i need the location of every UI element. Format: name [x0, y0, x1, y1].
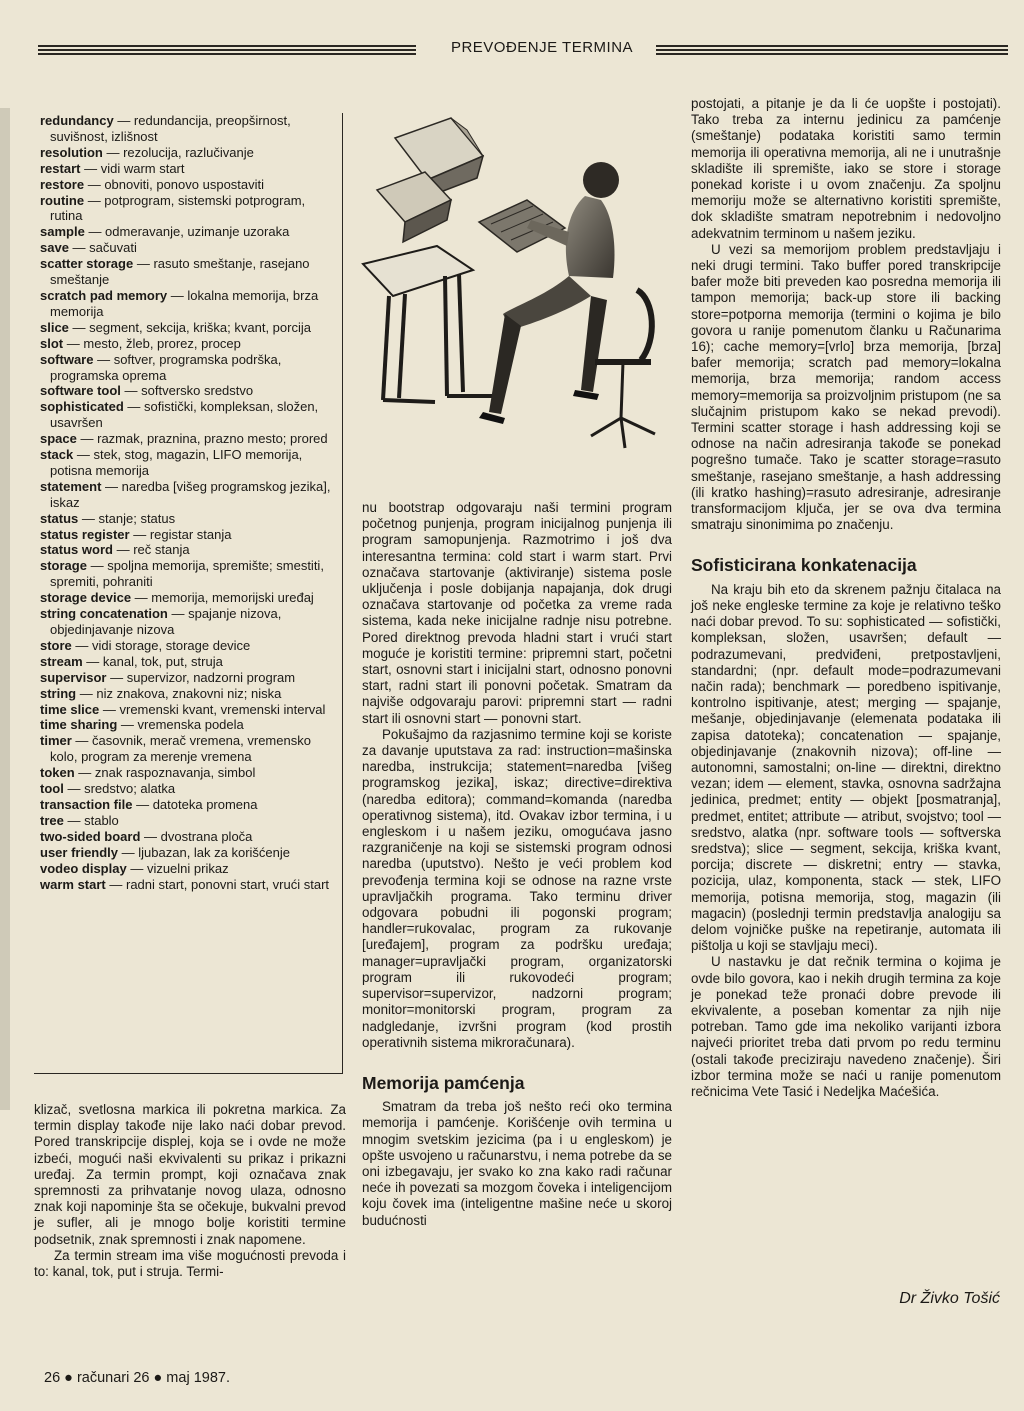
glossary-term: storage device	[40, 590, 132, 606]
glossary-definition: — rasuto smeštanje, rasejano smeštanje	[50, 256, 310, 288]
glossary-term: tool	[40, 781, 64, 797]
glossary-term: two-sided board	[40, 828, 141, 844]
glossary-term: slice	[40, 319, 69, 335]
glossary-definition: — softver, programska podrška, programska oprema	[50, 351, 282, 383]
glossary-term: status register	[40, 526, 130, 542]
sofist-paragraph: Na kraju bih eto da skrenem pažnju čitalaca na još neke engleske termine za koje je relativno teško naći dobar prevod. To su: sophisticated — sofistički, kompleksan, složen, usavršen; default — podrazumevani, predviđeni, pretpostavljeni, standardni; (npr. default mode=podrazumevani način rada); benchmark — poredbeno ispitivanje, kontrolno ispitivanje, atest; merging — spajanje, mešanje, objedinjavanje (elemenata podataka ili zapisa datoteka); concatenation — spajanje, objedinjavanje (znakovnih nizova); off-line — autonomni, samostalni; on-line — direktni, direktno vezan; idem — element, stavka, osnovna sadržajna jedinica, predmet; entity — objekt [posmatranja], predmet, entitet; attribute — atribut, svojstvo; tool — sredstvo, alatka (npr. software tools — softverska sredstva); slice — segment, sekcija, kriška kvant, porcija; discrete — diskretni; entry — stavka, pozicija, ulaz, komponenta, stack — stek, LIFO memorija, potisna memorija, stog, magazin (ili magacin) (poslednji termin predstavlja analogiju sa delom vojničke puške na repetiranje, automata ili pištolja u koji se stavljaju meci).	[691, 581, 1001, 954]
glossary-definition: — rezolucija, razlučivanje	[106, 144, 254, 160]
glossary-entry	[40, 399, 332, 431]
glossary-definition: — niz znakova, znakovni niz; niska	[79, 685, 282, 701]
glossary-term: routine	[40, 192, 85, 208]
glossary-definition: — razmak, praznina, prazno mesto; prored	[80, 431, 328, 447]
glossary-entry	[40, 590, 332, 606]
glossary-entry	[40, 829, 332, 845]
glossary-entry	[40, 670, 332, 686]
glossary-term: stack	[40, 447, 74, 463]
glossary-entry	[40, 288, 332, 320]
glossary-definition: — mesto, žleb, prorez, procep	[66, 335, 241, 351]
memorija-paragraph: Smatram da treba još nešto reći oko termina memorija i pamćenje. Korišćenje ovih termina u mnogim svetskim jezicima (pa i u engleskom) je opšte usvojeno u računarstvu, i nema potrebe da se oni izbegavaju, jer svako ko zna kako radi računar neće ih povezati sa mozgom čoveka i inteligencijom koju čovek ima (inteligentne mašine neće u skoroj budućnosti	[362, 1099, 672, 1228]
glossary-entry	[40, 479, 332, 511]
glossary-definition: — stanje; status	[81, 510, 176, 526]
glossary-term: sample	[40, 224, 85, 240]
glossary-entry	[40, 654, 332, 670]
glossary-definition: — znak raspoznavanja, simbol	[78, 765, 256, 781]
glossary-term: scatter storage	[40, 256, 134, 272]
right-paragraph: U vezi sa memorijom problem predstavljaju i neki drugi termini. Tako buffer pored transkripcije bafer može biti preveden kao posredna memorija ili tampon memorija; back-up store ili backing store=potporna memorija (termini o kojima je bilo govora u ranije pomenutom članku u Računarima 16); cache memory=[vrlo] brza memorija, [brza] bafer memorija; scratch pad memory=lokalna memorija, brza memorija; random access memory=memorija sa proizvoljnim pristupom (ne sa slučajnim pristupom kako se nekad prevodi). Termini scatter storage i hash addressing koji se odnose na način adresiranja takođe se ponekad pogrešno tumače. Tako je scatter storage=rasuto smeštanje, rasejano smeštanje, a hash addressing (ili kratko hashing)=rasuto adresiranje, adresiranje transformacijom ključa, jer se ova dva termina smatraju sinonimima po značenju.	[691, 241, 1001, 533]
glossary-entry	[40, 797, 332, 813]
author-signature: Dr Živko Tošić	[899, 1290, 1000, 1307]
glossary-term: supervisor	[40, 669, 107, 685]
glossary-term: status	[40, 510, 79, 526]
glossary-term: string	[40, 685, 77, 701]
glossary-term: vodeo display	[40, 860, 127, 876]
glossary-entry	[40, 193, 332, 225]
glossary-definition: — vidi storage, storage device	[75, 637, 251, 653]
glossary-entry	[40, 765, 332, 781]
glossary-definition: — dvostrana ploča	[144, 828, 253, 844]
glossary-entry	[40, 240, 332, 256]
glossary-definition: — ljubazan, lak za korišćenje	[121, 844, 291, 860]
glossary-term: time slice	[40, 701, 100, 717]
glossary-definition: — sačuvati	[72, 240, 137, 256]
header-rule-right	[656, 45, 1008, 57]
glossary-entry	[40, 877, 332, 893]
right-column-text	[691, 96, 1001, 1100]
glossary-entry	[40, 542, 332, 558]
glossary-definition: — odmeravanje, uzimanje uzoraka	[88, 224, 290, 240]
glossary-entry	[40, 447, 332, 479]
glossary-definition: — naredba [višeg programskog jezika], iskaz	[50, 478, 331, 510]
glossary-term: transaction file	[40, 796, 133, 812]
glossary-entry	[40, 224, 332, 240]
glossary-definition: — vremenska podela	[120, 717, 244, 733]
glossary-definition: — spoljna memorija, spremište; smestiti, spremiti, pohraniti	[50, 558, 324, 590]
glossary-term: save	[40, 240, 69, 256]
glossary-entry	[40, 113, 332, 145]
glossary-entry	[40, 145, 332, 161]
glossary-term: user friendly	[40, 844, 119, 860]
glossary-definition: — redundancija, preopširnost, suvišnost, izlišnost	[50, 113, 291, 144]
glossary-term: restore	[40, 176, 85, 192]
glossary-entry	[40, 161, 332, 177]
glossary-term: redundancy	[40, 113, 114, 128]
glossary-term: tree	[40, 812, 64, 828]
glossary-term: timer	[40, 733, 72, 749]
glossary-term: string concatenation	[40, 606, 168, 622]
keyboard-icon	[479, 200, 565, 252]
page-header	[38, 40, 1008, 64]
glossary-definition: — stek, stog, magazin, LIFO memorija, potisna memorija	[50, 447, 303, 478]
mid-paragraph: nu bootstrap odgovaraju naši termini program početnog punjenja, program inicijalnog punjenja ili program samopunjenja. Razmotrimo i još dva interesantna termina: cold start i warm start. Prvi označava startovanje (aktiviranje) sistema posle uključenja i posle dobijanja napajanja, dok drugi označava startovanje od početka za vreme rada sistema, kada neke inicijalne radnje nisu potrebne. Pored direktnog prevoda hladni start i vrući start moguće je koristiti termine: pripremni start, početni start, osnovni start i inicijalni start, odnosno ponovni start, radni start ili ponovni početak. Smatram da najviše odgovaraju parovi: pripremni start — radni start ili osnovni start — ponovni start.	[362, 500, 672, 726]
glossary-entry	[40, 320, 332, 336]
glossary-definition: — reč stanja	[116, 542, 190, 558]
glossary-entry	[40, 686, 332, 702]
glossary-entry	[40, 717, 332, 733]
left-paragraph: klizač, svetlosna markica ili pokretna markica. Za termin display takođe nije lako naći dobar prevod. Pored transkripcije displej, koja se i ovde ne može izbeći, mogući naši ekvivalenti su prikaz i prikazni uređaj. Za termin prompt, koji označava znak spremnosti za prihvatanje novog ulaza, odnosno znak koji napominje šta se očekuje, bukvalni prevod je sufler, ali je mnogo bolje koristiti termine podsetnik, znak spremnosti i znak napomene.	[34, 1102, 346, 1247]
glossary-definition: — supervizor, nadzorni program	[110, 669, 296, 685]
glossary-term: restart	[40, 160, 81, 176]
drafting-table-icon	[363, 246, 495, 402]
glossary-entry	[40, 256, 332, 288]
left-margin-bar	[0, 108, 10, 1110]
glossary-definition: — radni start, ponovni start, vrući start	[109, 876, 330, 892]
glossary-definition: — kanal, tok, put, struja	[86, 653, 223, 669]
glossary-entry	[40, 638, 332, 654]
section-header-title: PREVOĐENJE TERMINA	[450, 39, 634, 56]
glossary-definition: — softversko sredstvo	[124, 383, 254, 399]
left-paragraph: Za termin stream ima više mogućnosti prevoda i to: kanal, tok, put i struja. Termi-	[34, 1247, 346, 1280]
glossary-definition: — vizuelni prikaz	[130, 860, 229, 876]
glossary-term: slot	[40, 335, 64, 351]
glossary-entry	[40, 352, 332, 384]
glossary-term: scratch pad memory	[40, 287, 168, 303]
right-paragraph: postojati, a pitanje je da li će uopšte i postojati). Tako treba za internu jedinicu za pamćenje (smeštanje) podataka koristiti samo termin memorija ili operativna memorija, ali ne i unutrašnje skladište ili spremište, iako se store i storage ponekad koriste i u ovom značenju. Za spoljnu memoriju može se alternativno koristiti spremište, dok skladište smatram nepotrebnim i nedovoljno adekvatnim terminom u našem jeziku.	[691, 96, 1001, 241]
woman-at-terminal-illustration	[355, 100, 665, 480]
glossary-entry	[40, 431, 332, 447]
glossary-definition: — sredstvo; alatka	[67, 781, 176, 797]
glossary-term: status word	[40, 542, 113, 558]
glossary-term: store	[40, 637, 72, 653]
glossary-entry	[40, 702, 332, 718]
glossary-term: warm start	[40, 876, 106, 892]
section-title-memorija: Memorija pamćenja	[362, 1072, 525, 1093]
glossary-definition: — potprogram, sistemski potprogram, rutina	[50, 192, 306, 224]
glossary-entry	[40, 511, 332, 527]
glossary-term: space	[40, 431, 77, 447]
glossary-definition: — registar stanja	[133, 526, 232, 542]
glossary-term: token	[40, 765, 75, 781]
glossary-term: statement	[40, 478, 102, 494]
glossary-definition: — vidi warm start	[84, 160, 185, 176]
glossary-definition: — vremenski kvant, vremenski interval	[102, 701, 326, 717]
glossary-definition: — datoteka promena	[136, 796, 258, 812]
header-rule-left	[38, 45, 416, 57]
glossary-definition: — spajanje nizova, objedinjavanje nizova	[50, 606, 282, 637]
glossary-list	[34, 113, 342, 892]
glossary-box	[34, 113, 343, 1074]
glossary-entry	[40, 558, 332, 590]
glossary-entry	[40, 606, 332, 638]
glossary-definition: — obnoviti, ponovo uspostaviti	[87, 176, 265, 192]
glossary-entry	[40, 845, 332, 861]
mid-paragraph: Pokušajmo da razjasnimo termine koji se koriste za davanje uputstava za rad: instruction=mašinska naredba, instrukcija; statement=naredba [višeg programskog jezika], iskaz; directive=direktiva (naredba editora); command=komanda (naredba operativnog sistema), itd. Ovakav izbor termina, i u engleskom i u našem jeziku, omogućava jasno razgraničenje na koji se sistemski program odnosi naredba (uputstvo). Nešto je veći problem kod prevođenja termina koji se odnose na razne vrste upravljačkih programa. Tako terminu driver odgovara pobudni ili pogonski program; handler=rukovalac, program za rukovanje [uređajem], program za podršku uređaja; manager=upravljački program, organizatorski program ili rukovodeći program; supervisor=supervizor, nadzorni program; monitor=monitorski program, program za nadgledanje, izvršni program (kod prostih operativnih sistema mikroračunara).	[362, 726, 672, 1050]
glossary-term: software tool	[40, 383, 121, 399]
glossary-term: software	[40, 351, 94, 367]
middle-column-text	[362, 500, 672, 1229]
glossary-term: stream	[40, 653, 83, 669]
glossary-term: time sharing	[40, 717, 118, 733]
glossary-entry	[40, 733, 332, 765]
glossary-entry	[40, 861, 332, 877]
glossary-entry	[40, 177, 332, 193]
glossary-term: storage	[40, 558, 87, 574]
glossary-definition: — memorija, memorijski uređaj	[134, 590, 314, 606]
sofist-paragraph: U nastavku je dat rečnik termina o kojima je ovde bilo govora, kao i nekih drugih termina za koje je ponekad teže pronaći dobre prevode ili ekvivalente, a poseban komentar za njih nije potreban. Tamo gde ima nekoliko varijanti izbora najveći prioritet treba dati prvom po redu terminu (ostali takođe preciziraju navedeno značenje). Širi izbor termina može se naći u ranije pomenutom rečnicima Vete Tasić i Nedeljka Maćešića.	[691, 954, 1001, 1099]
glossary-entry	[40, 813, 332, 829]
glossary-entry	[40, 781, 332, 797]
left-column-text	[34, 1102, 346, 1280]
glossary-entry	[40, 383, 332, 399]
glossary-definition: — časovnik, merač vremena, vremensko kolo, program za merenje vremena	[50, 733, 311, 765]
page-footer: 26 ● računari 26 ● maj 1987.	[44, 1370, 230, 1386]
glossary-definition: — segment, sekcija, kriška; kvant, porcija	[72, 319, 311, 335]
section-title-sofisticirana: Sofisticirana konkatenacija	[691, 555, 917, 576]
glossary-definition: — sofistički, kompleksan, složen, usavršen	[50, 399, 319, 431]
glossary-term: sophisticated	[40, 399, 124, 415]
glossary-definition: — lokalna memorija, brza memorija	[50, 287, 319, 319]
woman-figure-icon	[479, 162, 619, 424]
glossary-entry	[40, 336, 332, 352]
glossary-definition: — stablo	[67, 812, 119, 828]
glossary-entry	[40, 527, 332, 543]
glossary-term: resolution	[40, 144, 103, 160]
